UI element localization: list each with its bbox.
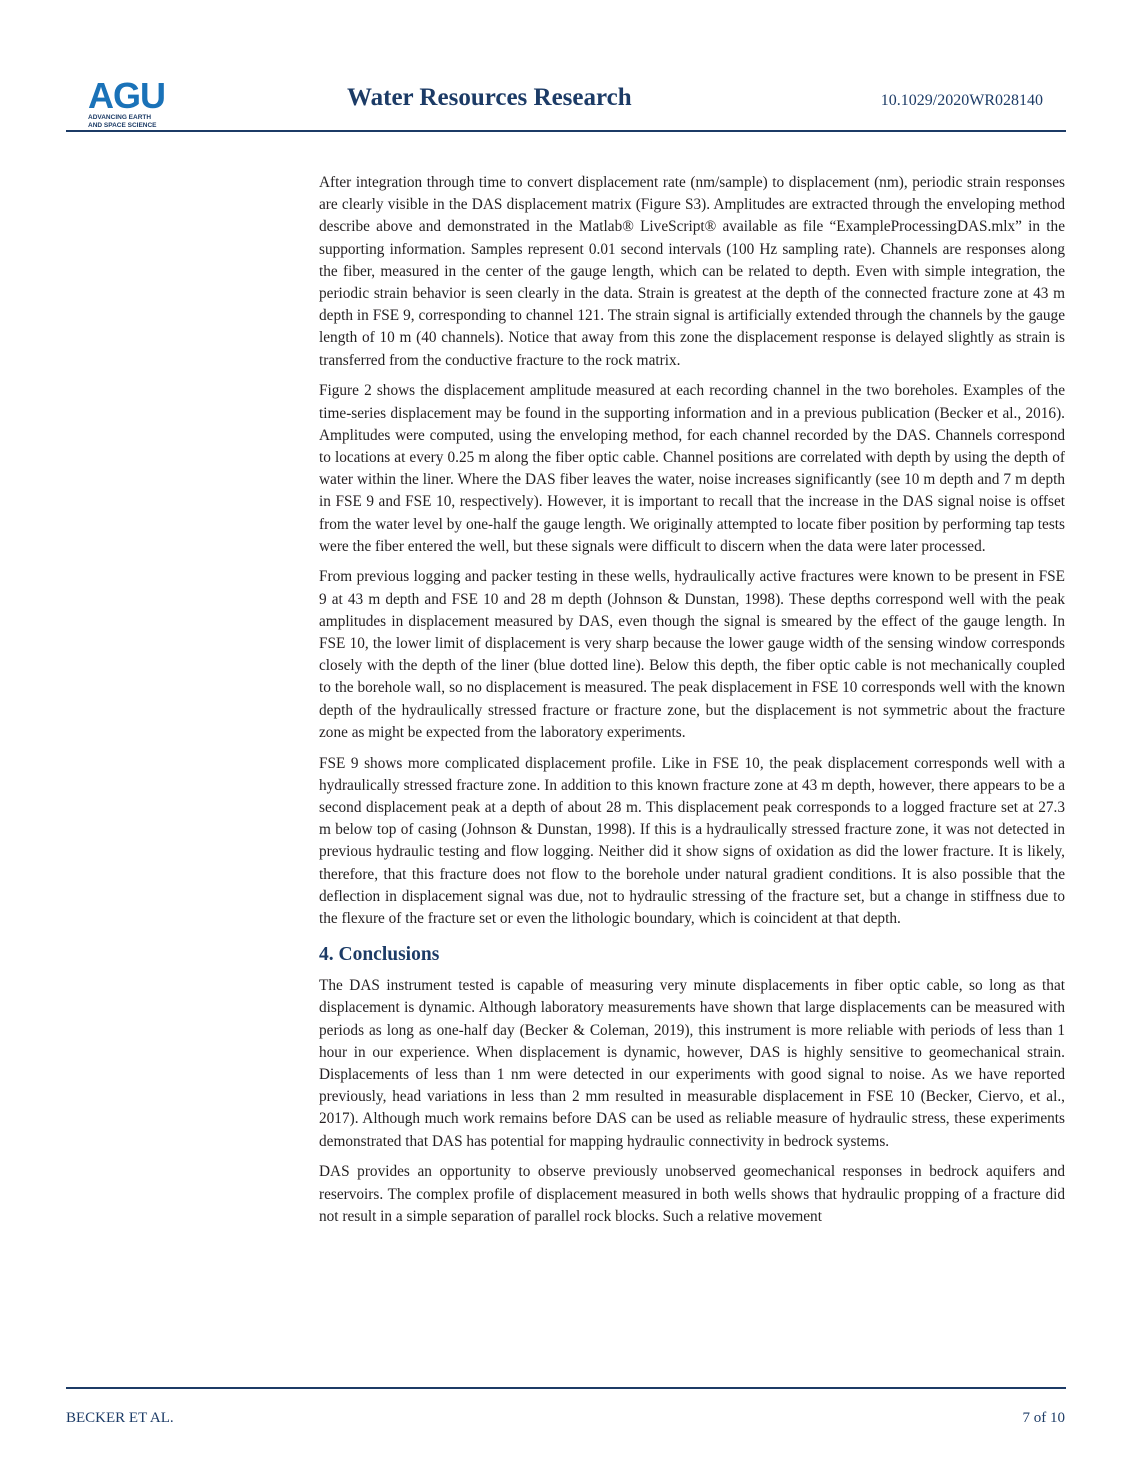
- page-number: 7 of 10: [1022, 1410, 1065, 1426]
- header-rule: [66, 130, 1066, 132]
- journal-title: Water Resources Research: [347, 84, 632, 111]
- paragraph-5: The DAS instrument tested is capable of measuring very minute displacements in fiber optic cable, so long as that displacement is dynamic. Although laboratory measurements have shown that large displacements can be measured with periods as long as one-half day (Becker & Coleman, 2019), this instrument is more reliable with periods of less than 1 hour in our experience. When displacement is dynamic, however, DAS is highly sensitive to geomechanical strain. Displacements of less than 1 nm were detected in our experiments with good signal to noise. As we have reported previously, head variations in less than 2 mm resulted in measurable displacement in FSE 10 (Becker, Ciervo, et al., 2017). Although much work remains before DAS can be used as reliable measure of hydraulic stress, these experiments demonstrated that DAS has potential for mapping hydraulic connectivity in bedrock systems.: [319, 977, 1065, 1150]
- main-content: [319, 172, 1065, 1236]
- paragraph-1: After integration through time to convert displacement rate (nm/sample) to displacement (nm), periodic strain responses are clearly visible in the DAS displacement matrix (Figure S3). Amplitudes are extracted through the enveloping method describe above and demonstrated in the Matlab® LiveScript® available as file “ExampleProcessingDAS.mlx” in the supporting information. Samples represent 0.01 second intervals (100 Hz sampling rate). Channels are responses along the fiber, measured in the center of the gauge length, which can be related to depth. Even with simple integration, the periodic strain behavior is seen clearly in the data. Strain is greatest at the depth of the connected fracture zone at 43 m depth in FSE 9, corresponding to channel 121. The strain signal is artificially extended through the channels by the gauge length of 10 m (40 channels). Notice that away from this zone the displacement response is delayed slightly as strain is transferred from the conductive fracture to the rock matrix.: [319, 174, 1065, 369]
- paragraph-6: DAS provides an opportunity to observe previously unobserved geomechanical responses in bedrock aquifers and reservoirs. The complex profile of displacement measured in both wells shows that hydraulic propping of a fracture did not result in a simple separation of parallel rock blocks. Such a relative movement: [319, 1163, 1065, 1225]
- agu-logo-subtitle-2: AND SPACE SCIENCE: [88, 121, 157, 129]
- paragraph-4: FSE 9 shows more complicated displacement profile. Like in FSE 10, the peak displacement corresponds well with a hydraulically stressed fracture zone. In addition to this known fracture zone at 43 m depth, however, there appears to be a second displacement peak at a depth of about 28 m. This displacement peak corresponds to a logged fracture set at 27.3 m below top of casing (Johnson & Dunstan, 1998). If this is a hydraulically stressed fracture zone, it was not detected in previous hydraulic testing and flow logging. Neither did it show signs of oxidation as did the lower fracture. It is likely, therefore, that this fracture does not flow to the borehole under natural gradient conditions. It is also possible that the deflection in displacement signal was due, not to hydraulic stressing of the fracture set, but a change in stiffness due to the flexure of the fracture set or even the lithologic boundary, which is coincident at that depth.: [319, 754, 1065, 927]
- agu-logo: [66, 75, 166, 130]
- agu-logo-subtitle-1: ADVANCING EARTH: [88, 114, 152, 121]
- paragraph-3: From previous logging and packer testing in these wells, hydraulically active fractures were known to be present in FSE 9 at 43 m depth and FSE 10 and 28 m depth (Johnson & Dunstan, 1998). These depths correspond well with the peak amplitudes in displacement measured by DAS, even though the signal is smeared by the effect of the gauge length. In FSE 10, the lower limit of displacement is very sharp because the lower gauge width of the sensing window corresponds closely with the depth of the liner (blue dotted line). Below this depth, the fiber optic cable is not mechanically coupled to the borehole wall, so no displacement is measured. The peak displacement in FSE 10 corresponds well with the known depth of the hydraulically stressed fracture or fracture zone, but the displacement is not symmetric about the fracture zone as might be expected from the laboratory experiments.: [319, 568, 1065, 741]
- paragraph-2: Figure 2 shows the displacement amplitude measured at each recording channel in the two boreholes. Examples of the time-series displacement may be found in the supporting information and in a previous publication (Becker et al., 2016). Amplitudes were computed, using the enveloping method, for each channel recorded by the DAS. Channels correspond to locations at every 0.25 m along the fiber optic cable. Channel positions are correlated with depth by using the depth of water within the liner. Where the DAS fiber leaves the water, noise increases significantly (see 10 m depth and 7 m depth in FSE 9 and FSE 10, respectively). However, it is important to recall that the increase in the DAS signal noise is offset from the water level by one-half the gauge length. We originally attempted to locate fiber position by performing tap tests were the fiber entered the well, but these signals were difficult to discern when the data were later processed.: [319, 382, 1065, 555]
- agu-logo-mark: AGU: [88, 75, 165, 116]
- footer-authors: BECKER ET AL.: [66, 1410, 174, 1426]
- section-heading: 4. Conclusions: [319, 944, 440, 966]
- doi: 10.1029/2020WR028140: [880, 92, 1043, 109]
- footer-rule: [66, 1387, 1066, 1389]
